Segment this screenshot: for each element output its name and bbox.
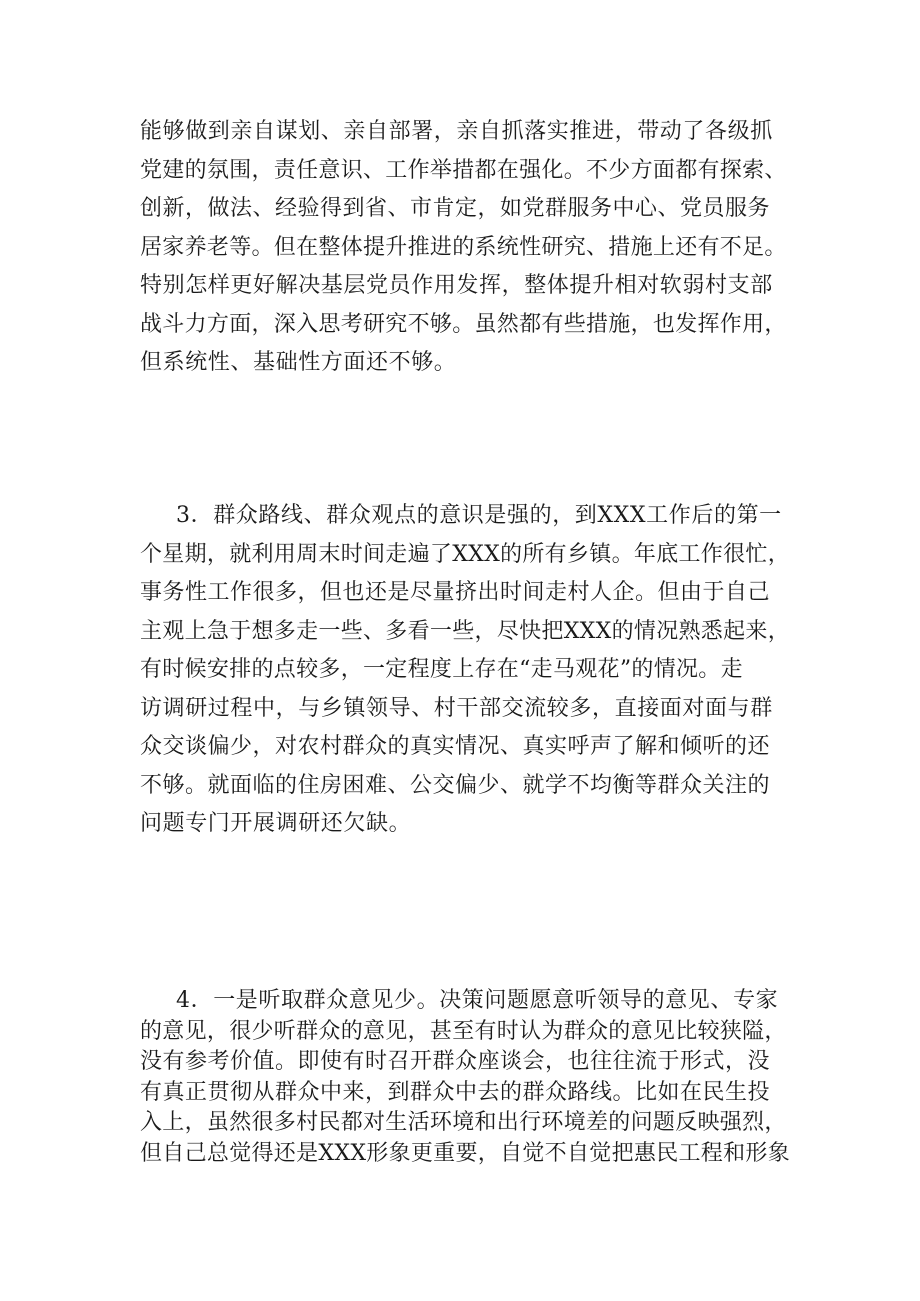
text-line: 但系统性、基础性方面还不够。	[140, 350, 457, 375]
text-line: 居家养老等。但在整体提升推进的系统性研究、措施上还有不足。	[140, 234, 787, 260]
text-line: 有时候安排的点较多，一定程度上存在“走马观花”的情况。走	[140, 657, 743, 682]
text-line: 主观上急于想多走一些、多看一些，尽快把XXX的情况熟悉起来，	[140, 618, 790, 644]
text-line: 众交谈偏少，对农村群众的真实情况、真实呼声了解和倾听的还	[140, 734, 771, 759]
paragraph-4	[140, 986, 810, 1169]
text-line: 4．一是听取群众意见少。决策问题愿意听领导的意见、专家	[176, 988, 779, 1013]
text-line: 个星期，就利用周末时间走遍了XXX的所有乡镇。年底工作很忙，	[140, 541, 790, 567]
text-line: 党建的氛围，责任意识、工作举措都在强化。不少方面都有探索、	[140, 157, 787, 183]
text-line: 问题专门开展调研还欠缺。	[140, 811, 412, 836]
text-line: 特别怎样更好解决基层党员作用发挥，整体提升相对软弱村支部	[140, 273, 773, 298]
text-line: 能够做到亲自谋划、亲自部署，亲自抓落实推进，带动了各级抓	[140, 119, 773, 144]
text-line: 但自己总觉得还是XXX形象更重要，自觉不自觉把惠民工程和形象	[140, 1140, 790, 1166]
text-line: 入上，虽然很多村民都对生活环境和出行环境差的问题反映强烈，	[140, 1110, 787, 1135]
text-line: 事务性工作很多，但也还是尽量挤出时间走村人企。但由于自己	[140, 580, 771, 605]
text-line: 有真正贯彻从群众中来，到群众中去的群众路线。比如在民生投	[140, 1079, 771, 1105]
text-line: 创新，做法、经验得到省、市肯定，如党群服务中心、党员服务	[140, 196, 771, 221]
text-line: 的意见，很少听群众的意见，甚至有时认为群众的意见比较狭隘，	[140, 1018, 787, 1044]
text-line: 不够。就面临的住房困难、公交偏少、就学不均衡等群众关注的	[140, 772, 771, 798]
text-line: 3．群众路线、群众观点的意识是强的，到XXX工作后的第一	[176, 503, 782, 528]
paragraph-3	[140, 497, 810, 844]
text-line: 战斗力方面，深入思考研究不够。虽然都有些措施，也发挥作用，	[140, 311, 787, 337]
text-line: 没有参考价值。即使有时召开群众座谈会，也往往流于形式，没	[140, 1049, 771, 1074]
paragraph-continued	[140, 113, 810, 383]
text-line: 访调研过程中，与乡镇领导、村干部交流较多，直接面对面与群	[140, 695, 773, 721]
